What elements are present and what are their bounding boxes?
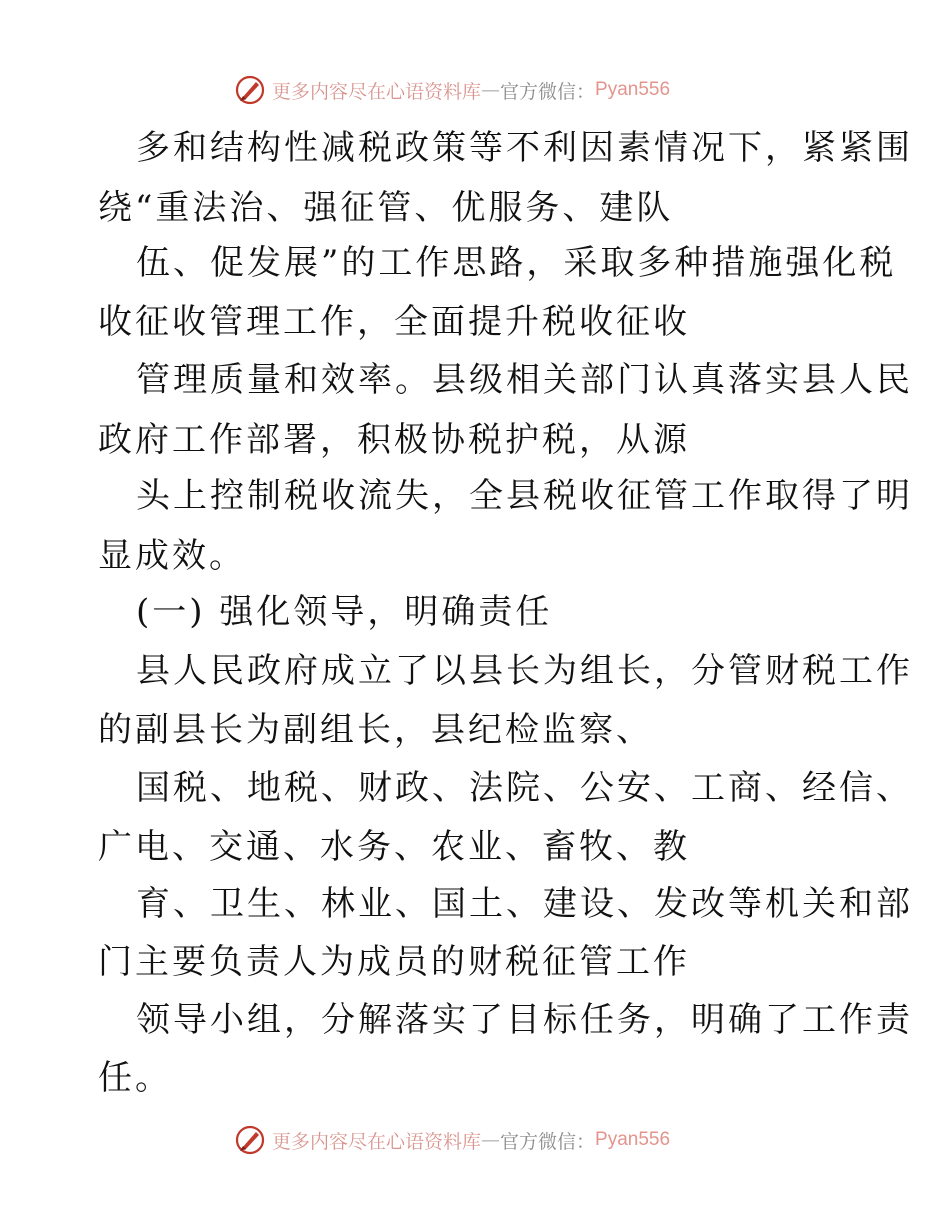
- section-heading: (一) 强化领导，明确责任: [136, 592, 553, 632]
- footer-banner: [234, 1122, 714, 1158]
- body-line: 收征收管理工作，全面提升税收征收: [98, 302, 690, 342]
- body-line: 管理质量和效率。县级相关部门认真落实县人民: [136, 360, 913, 400]
- quill-pen-circle-logo: [234, 1124, 266, 1156]
- banner-wechat-id: Pyan556: [595, 79, 671, 100]
- body-line: 绕“重法治、强征管、优服务、建队: [98, 188, 674, 228]
- body-line: 伍、促发展”的工作思路，采取多种措施强化税: [136, 243, 897, 283]
- banner-main-text: 更多内容尽在心语资料库: [272, 1130, 482, 1153]
- body-line: 显成效。: [98, 536, 246, 576]
- banner-main-text: 更多内容尽在心语资料库: [272, 80, 482, 103]
- body-line: 多和结构性减税政策等不利因素情况下，紧紧围: [136, 128, 913, 168]
- body-line: 广电、交通、水务、农业、畜牧、教: [98, 827, 690, 867]
- banner-dash: —: [481, 79, 501, 101]
- body-line: 国税、地税、财政、法院、公安、工商、经信、: [136, 768, 913, 808]
- banner-wechat-label: 官方微信：: [500, 1130, 596, 1153]
- body-line: 领导小组，分解落实了目标任务，明确了工作责: [136, 1000, 913, 1040]
- banner-dash: —: [481, 1129, 501, 1151]
- body-line: 门主要负责人为成员的财税征管工作: [98, 942, 690, 982]
- banner-wechat-label: 官方微信：: [500, 80, 596, 103]
- body-line: 头上控制税收流失，全县税收征管工作取得了明: [136, 476, 913, 516]
- body-line: 县人民政府成立了以县长为组长，分管财税工作: [136, 651, 913, 691]
- body-line: 育、卫生、林业、国土、建设、发改等机关和部: [136, 884, 913, 924]
- body-line: 的副县长为副组长，县纪检监察、: [98, 710, 653, 750]
- body-line: 任。: [98, 1058, 172, 1098]
- body-line: 政府工作部署，积极协税护税，从源: [98, 420, 690, 460]
- banner-wechat-id: Pyan556: [595, 1129, 671, 1150]
